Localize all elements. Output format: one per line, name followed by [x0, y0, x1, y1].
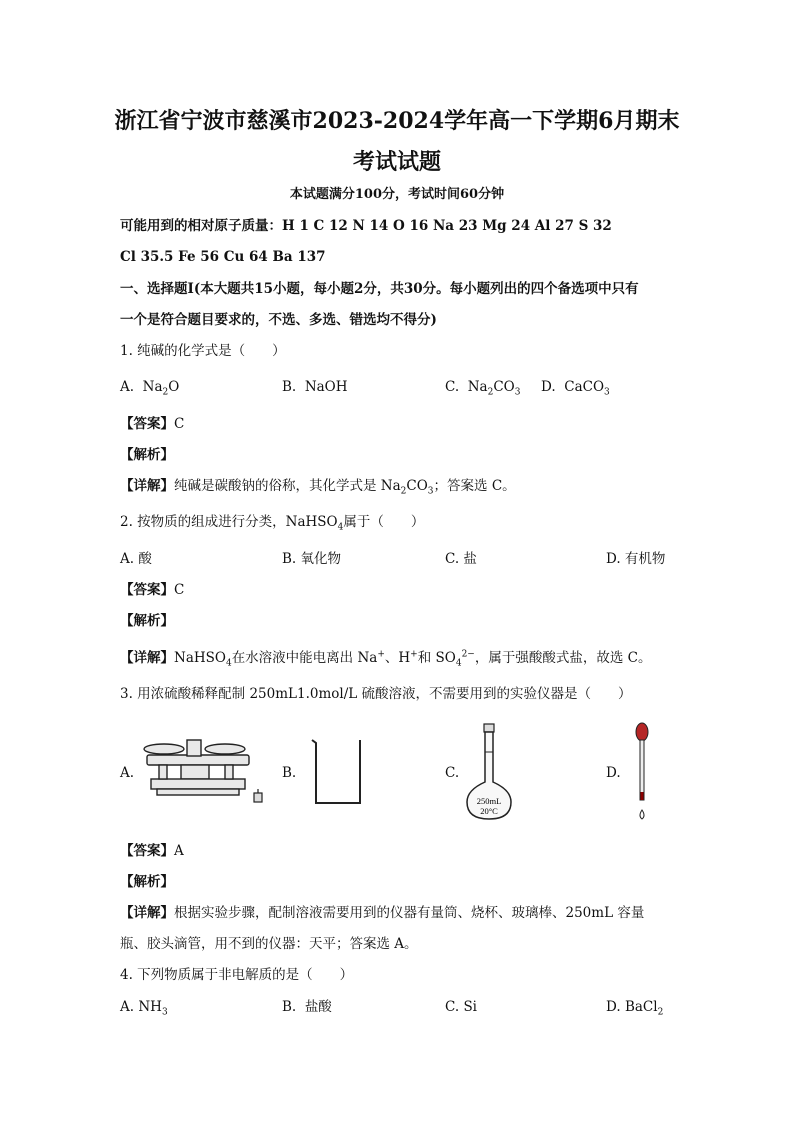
atomic-mass-line1: 可能用到的相对原子质量：H 1 C 12 N 14 O 16 Na 23 Mg 24 Al 27 S 32 [120, 218, 612, 234]
question-2-stem: 2. 按物质的组成进行分类，NaHSO$_4$属于（ ） [120, 514, 425, 533]
volumetric-flask-image [463, 722, 515, 822]
question-3-detail-line2: 瓶、胶头滴管，用不到的仪器：天平；答案选 A。 [120, 936, 418, 952]
page-title-line1: 浙江省宁波市慈溪市2023-2024学年高一下学期6月期末 [114, 108, 680, 134]
question-2-option-c: C. 盐 [445, 551, 477, 567]
question-3-analysis-label: 【解析】 [120, 874, 174, 890]
question-3-option-a-letter: A. [120, 765, 135, 781]
question-2-detail: 【详解】NaHSO$_4$在水溶液中能电离出 Na+、H+和 $SO_4^{2-}$，属于强酸酸式盐，故选 C。 [120, 649, 652, 669]
section-heading-line2: 一个是符合题目要求的，不选、多选、错选均不得分) [120, 312, 437, 328]
question-3-answer: 【答案】A [120, 843, 184, 859]
question-1-detail: 【详解】纯碱是碳酸钠的俗称，其化学式是 $Na_2CO_3$；答案选 C。 [120, 478, 516, 497]
flask-capacity-label: 250mL [476, 796, 502, 806]
dropper-image [632, 722, 652, 822]
flask-temperature-label: 20°C [480, 806, 498, 816]
question-2-option-a: A. 酸 [120, 551, 152, 567]
question-2-answer: 【答案】C [120, 582, 185, 598]
question-1-analysis-label: 【解析】 [120, 447, 174, 463]
question-1-option-c: C. $Na_2CO_3$ [445, 379, 521, 398]
question-4-option-b: B. 盐酸 [282, 999, 332, 1015]
page-title-line2: 考试试题 [352, 149, 441, 175]
beaker-image [308, 737, 368, 807]
question-3-option-b-letter: B. [282, 765, 297, 781]
question-3-stem: 3. 用浓硫酸稀释配制 250mL1.0mol/L 硫酸溶液，不需要用到的实验仪器是（ ） [120, 686, 632, 702]
question-4-option-d: D. BaCl$_2$ [606, 999, 664, 1018]
question-2-option-d: D. 有机物 [606, 551, 666, 567]
question-1-answer: 【答案】C [120, 416, 185, 432]
question-4-option-c: C. Si [445, 999, 478, 1015]
question-3-option-d-letter: D. [606, 765, 621, 781]
question-4-option-a: A. $NH_3$ [120, 999, 168, 1018]
question-2-option-b: B. 氧化物 [282, 551, 342, 567]
balance-scale-image [137, 735, 272, 805]
question-2-analysis-label: 【解析】 [120, 613, 174, 629]
question-4-stem: 4. 下列物质属于非电解质的是（ ） [120, 967, 354, 983]
question-1-option-d: D. CaCO$_3$ [541, 379, 610, 398]
atomic-mass-line2: Cl 35.5 Fe 56 Cu 64 Ba 137 [120, 249, 326, 265]
question-3-detail-line1: 【详解】根据实验步骤，配制溶液需要用到的仪器有量筒、烧杯、玻璃棒、250mL 容量 [120, 905, 645, 921]
exam-info: 本试题满分100分，考试时间60分钟 [289, 187, 505, 202]
question-1-option-a: A. $Na_2O$ [120, 379, 180, 398]
question-1-stem: 1. 纯碱的化学式是（ ） [120, 343, 286, 359]
question-1-option-b: B. NaOH [282, 379, 348, 395]
section-heading-line1: 一、选择题Ⅰ(本大题共15小题，每小题2分，共30分。每小题列出的四个备选项中只有 [120, 281, 639, 297]
question-3-option-c-letter: C. [445, 765, 460, 781]
